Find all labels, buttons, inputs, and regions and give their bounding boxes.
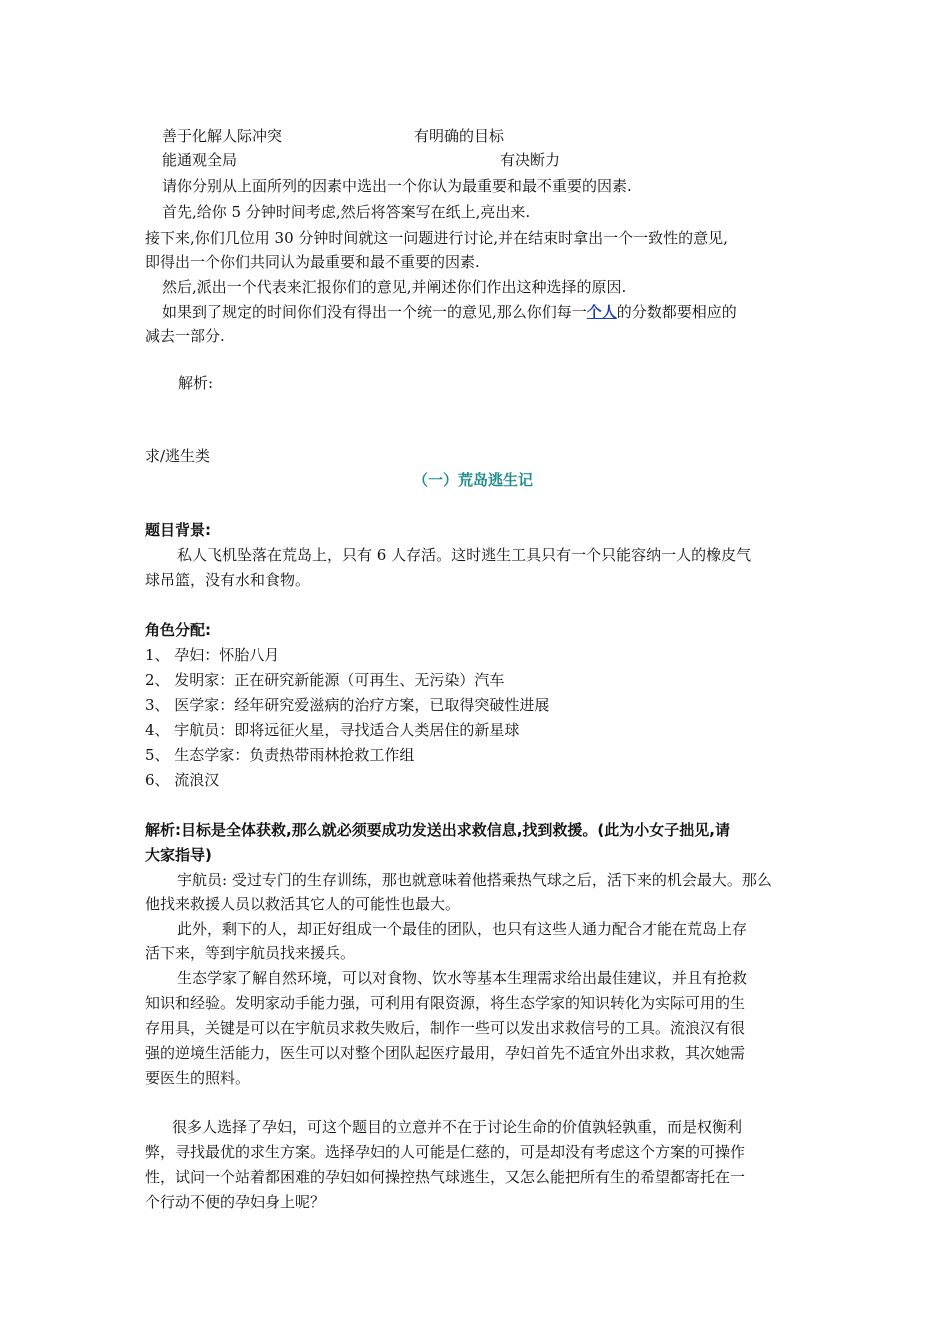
- instruction-text: 如果到了规定的时间你们没有得出一个统一的意见,那么你们每一: [162, 303, 587, 321]
- instruction-text: 的分数都要相应的: [616, 303, 737, 321]
- section-title: （一）荒岛逃生记: [413, 471, 534, 489]
- analysis-heading: 大家指导): [145, 846, 212, 864]
- discussion-paragraph: 弊，寻找最优的求生方案。选择孕妇的人可能是仁慈的，可是却没有考虑这个方案的可操作: [145, 1143, 746, 1161]
- analysis-paragraph: 此外，剩下的人，却正好组成一个最佳的团队，也只有这些人通力配合才能在荒岛上存: [177, 920, 748, 938]
- factor-conflict: 善于化解人际冲突: [162, 127, 283, 145]
- role-item: 6、 流浪汉: [145, 771, 220, 789]
- instruction-paragraph: [162, 300, 737, 324]
- role-item: 2、 发明家：正在研究新能源（可再生、无污染）汽车: [145, 671, 505, 689]
- analysis-paragraph: 生态学家了解自然环境，可以对食物、饮水等基本生理需求给出最佳建议，并且有抢救: [177, 969, 748, 987]
- instruction-paragraph: 接下来,你们几位用 30 分钟时间就这一问题进行讨论,并在结束时拿出一个一致性的意见,: [145, 229, 728, 247]
- role-item: 3、 医学家：经年研究爱滋病的治疗方案，已取得突破性进展: [145, 696, 550, 714]
- person-link[interactable]: 个人: [586, 303, 617, 321]
- analysis-paragraph: 强的逆境生活能力，医生可以对整个团队起医疗最用，孕妇首先不适宜外出求救，其次她需: [145, 1044, 746, 1062]
- role-item: 4、 宇航员：即将远征火星，寻找适合人类居住的新星球: [145, 721, 520, 739]
- analysis-paragraph: 知识和经验。发明家动手能力强，可利用有限资源，将生态学家的知识转化为实际可用的生: [145, 994, 746, 1012]
- analysis-paragraph: 要医生的照料。: [145, 1069, 251, 1087]
- factor-overview: 能通观全局: [162, 151, 238, 169]
- analysis-paragraph: 存用具，关键是可以在宇航员求救失败后，制作一些可以发出求救信号的工具。流浪汉有很: [145, 1019, 746, 1037]
- discussion-paragraph: 个行动不便的孕妇身上呢？: [145, 1193, 326, 1211]
- instruction-paragraph: 请你分别从上面所列的因素中选出一个你认为最重要和最不重要的因素.: [162, 177, 632, 195]
- instruction-paragraph: 然后,派出一个代表来汇报你们的意见,并阐述你们作出这种选择的原因.: [162, 278, 627, 296]
- instruction-paragraph: 首先,给你 5 分钟时间考虑,然后将答案写在纸上,亮出来.: [162, 203, 531, 221]
- background-text: 球吊篮，没有水和食物。: [145, 571, 311, 589]
- category-label: 求/逃生类: [145, 447, 211, 465]
- background-heading: 题目背景:: [145, 521, 211, 539]
- role-item: 5、 生态学家：负责热带雨林抢救工作组: [145, 746, 415, 764]
- discussion-paragraph: 性，试问一个站着都困难的孕妇如何操控热气球逃生，又怎么能把所有生的希望都寄托在一: [145, 1168, 746, 1186]
- role-item: 1、 孕妇：怀胎八月: [145, 646, 280, 664]
- factor-decisive: 有决断力: [500, 151, 561, 169]
- instruction-paragraph: 减去一部分.: [145, 327, 225, 345]
- analysis-paragraph: 他找来救援人员以救活其它人的可能性也最大。: [145, 895, 461, 913]
- analysis-paragraph: 活下来，等到宇航员找来援兵。: [145, 944, 356, 962]
- analysis-paragraph: 宇航员: 受过专门的生存训练，那也就意味着他搭乘热气球之后，活下来的机会最大。那么: [177, 871, 772, 889]
- discussion-paragraph: 很多人选择了孕妇，可这个题目的立意并不在于讨论生命的价值孰轻孰重，而是权衡利: [172, 1118, 743, 1136]
- instruction-paragraph: 即得出一个你们共同认为最重要和最不重要的因素.: [145, 253, 480, 271]
- factor-goal: 有明确的目标: [414, 127, 505, 145]
- background-text: 私人飞机坠落在荒岛上，只有 6 人存活。这时逃生工具只有一个只能容纳一人的橡皮气: [177, 546, 752, 564]
- analysis-heading: 解析:目标是全体获救,那么就必须要成功发送出求救信息,找到救援。(此为小女子拙见,请: [145, 821, 730, 839]
- analysis-label: 解析:: [178, 374, 214, 392]
- roles-heading: 角色分配:: [145, 621, 211, 639]
